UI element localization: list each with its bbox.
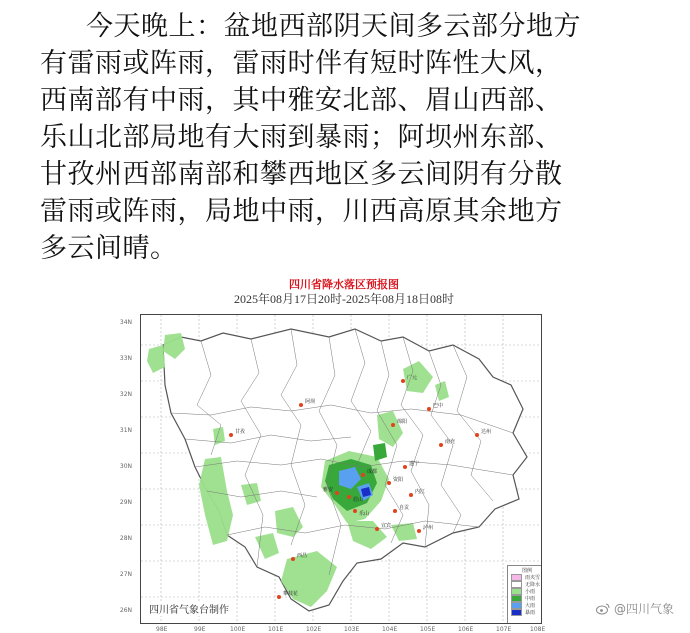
city-label: 资阳 [393, 477, 404, 483]
city-label: 阿坝 [305, 399, 316, 405]
lon-tick: 101E [268, 626, 284, 633]
lat-tick: 34N [119, 319, 132, 326]
legend-label: 中雨 [525, 596, 536, 602]
legend-item [508, 581, 542, 588]
lon-tick: 108E [530, 626, 546, 633]
lon-tick: 100E [230, 626, 246, 633]
legend-item [508, 595, 542, 602]
legend-item [508, 609, 542, 616]
city-label: 南充 [445, 439, 456, 445]
lon-tick: 98E [156, 626, 168, 633]
lat-tick: 27N [119, 571, 132, 578]
lat-tick: 33N [119, 355, 132, 362]
lat-tick: 26N [119, 607, 132, 614]
city-label: 内江 [415, 489, 426, 495]
city-label: 西昌 [297, 553, 308, 559]
city-label: 广元 [407, 375, 418, 381]
lon-tick: 102E [306, 626, 322, 633]
legend-item [508, 588, 542, 595]
city-label: 泸州 [423, 525, 434, 531]
city-label: 达州 [481, 429, 492, 435]
legend-item [508, 602, 542, 609]
lon-tick: 99E [194, 626, 206, 633]
city-label: 眉山 [353, 497, 364, 503]
lat-tick: 32N [119, 391, 132, 398]
city-label: 遂宁 [409, 461, 420, 467]
map-frame [140, 314, 542, 624]
city-label: 成都 [367, 469, 378, 475]
city-label: 宜宾 [381, 523, 392, 529]
legend-swatch [511, 609, 522, 616]
legend-swatch [511, 581, 522, 588]
weibo-icon [596, 603, 610, 615]
city-label: 自贡 [399, 505, 410, 511]
map-canvas [141, 315, 541, 623]
city-label: 雅安 [323, 487, 334, 493]
forecast-line-6: 雷雨或阵雨，局地中雨，川西高原其余地方 [40, 196, 563, 227]
legend-swatch [511, 574, 522, 581]
lon-tick: 106E [458, 626, 474, 633]
forecast-line-2: 有雷雨或阵雨，雷雨时伴有短时阵性大风， [40, 48, 563, 79]
weibo-watermark [596, 600, 674, 617]
legend-swatch [511, 602, 522, 609]
legend-title: 图例 [521, 568, 532, 574]
lon-tick: 103E [344, 626, 360, 633]
legend-swatch [511, 595, 522, 602]
forecast-line-5: 甘孜州西部南部和攀西地区多云间阴有分散 [40, 159, 563, 190]
forecast-line-3: 西南部有中雨，其中雅安北部、眉山西部、 [40, 85, 563, 116]
city-label: 甘孜 [235, 429, 246, 435]
lat-tick: 30N [119, 463, 132, 470]
forecast-line-4: 乐山北部局地有大雨到暴雨；阿坝州东部、 [40, 122, 563, 153]
legend-label: 小雨 [525, 589, 536, 595]
legend-swatch [511, 588, 522, 595]
forecast-text-block [40, 8, 670, 267]
legend-label: 雨夹雪 [525, 575, 541, 581]
lon-tick: 107E [496, 626, 512, 633]
map-credit: 四川省气象台制作 [147, 601, 231, 616]
city-label: 绵阳 [397, 419, 408, 425]
map-subtitle: 2025年08月17日20时-2025年08月18日08时 [234, 292, 454, 306]
lat-tick: 29N [119, 499, 132, 506]
forecast-line-7: 多云间晴。 [40, 233, 178, 264]
lat-tick: 31N [119, 427, 132, 434]
legend-label: 大雨 [525, 603, 536, 609]
watermark-text: @四川气象 [614, 602, 675, 616]
forecast-line-1: 今天晚上：盆地西部阴天间多云部分地方 [86, 11, 581, 42]
legend-item [508, 574, 542, 581]
map-title: 四川省降水落区预报图 [289, 278, 399, 291]
lat-tick: 28N [119, 535, 132, 542]
legend-label: 无降水 [525, 582, 541, 588]
lon-tick: 104E [382, 626, 398, 633]
map-legend [507, 565, 542, 624]
city-label: 乐山 [359, 511, 370, 517]
legend-label: 暴雨 [525, 610, 536, 616]
city-label: 巴中 [433, 403, 444, 409]
lon-tick: 105E [420, 626, 436, 633]
city-label: 攀枝花 [283, 591, 299, 597]
precipitation-map [119, 270, 554, 633]
